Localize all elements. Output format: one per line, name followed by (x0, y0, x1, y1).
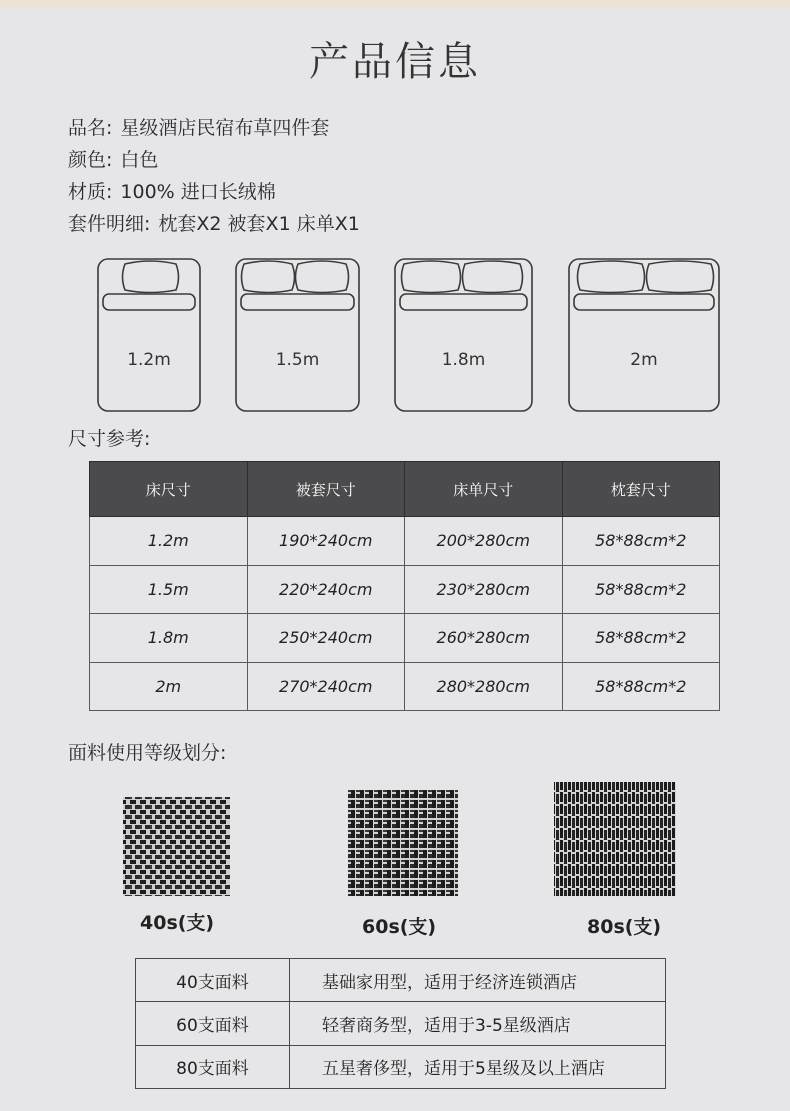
page-title: 产品信息 (309, 39, 481, 85)
fabric-label-80s: 80s(支) (587, 916, 662, 938)
info-set-details: 套件明细: 枕套X2 被套X1 床单X1 (68, 213, 360, 235)
cell: 230*280cm (405, 565, 563, 614)
grade-name: 60支面料 (136, 1002, 290, 1045)
table-row (136, 1045, 666, 1088)
cell: 58*88cm*2 (562, 565, 720, 614)
cell: 58*88cm*2 (562, 614, 720, 663)
fabric-grade-table (135, 958, 666, 1089)
bed-label-2m: 2m (630, 350, 658, 370)
header-duvet-size: 被套尺寸 (247, 462, 405, 517)
table-row (136, 959, 666, 1002)
cell: 58*88cm*2 (562, 517, 720, 566)
bed-label-1-2m: 1.2m (127, 350, 171, 370)
grade-description: 五星奢侈型，适用于5星级及以上酒店 (290, 1045, 666, 1088)
grade-description: 轻奢商务型，适用于3-5星级酒店 (290, 1002, 666, 1045)
header-sheet-size: 床单尺寸 (405, 462, 563, 517)
cell: 1.2m (90, 517, 248, 566)
cell: 200*280cm (405, 517, 563, 566)
cell: 260*280cm (405, 614, 563, 663)
cell: 1.8m (90, 614, 248, 663)
cell: 1.5m (90, 565, 248, 614)
grade-description: 基础家用型，适用于经济连锁酒店 (290, 959, 666, 1002)
grade-name: 40支面料 (136, 959, 290, 1002)
fabric-swatch-60s (348, 790, 458, 896)
info-color: 颜色: 白色 (68, 149, 159, 171)
cell: 2m (90, 662, 248, 711)
cell: 190*240cm (247, 517, 405, 566)
header-pillowcase-size: 枕套尺寸 (562, 462, 720, 517)
fabric-swatch-80s (554, 782, 676, 896)
cell: 280*280cm (405, 662, 563, 711)
fabric-swatch-40s (123, 797, 230, 896)
grade-name: 80支面料 (136, 1045, 290, 1088)
fabric-section-label: 面料使用等级划分: (68, 742, 227, 764)
table-row (136, 1002, 666, 1045)
cell: 250*240cm (247, 614, 405, 663)
bed-label-1-5m: 1.5m (275, 350, 320, 370)
cell: 220*240cm (247, 565, 405, 614)
fabric-label-40s: 40s(支) (140, 912, 215, 934)
cell: 58*88cm*2 (562, 662, 720, 711)
info-material: 材质: 100% 进口长绒棉 (68, 181, 276, 203)
size-section-label: 尺寸参考: (68, 428, 151, 450)
header-bed-size: 床尺寸 (90, 462, 248, 517)
bed-label-1-8m: 1.8m (441, 350, 486, 370)
info-name: 品名: 星级酒店民宿布草四件套 (68, 117, 330, 139)
cell: 270*240cm (247, 662, 405, 711)
fabric-label-60s: 60s(支) (362, 916, 437, 938)
